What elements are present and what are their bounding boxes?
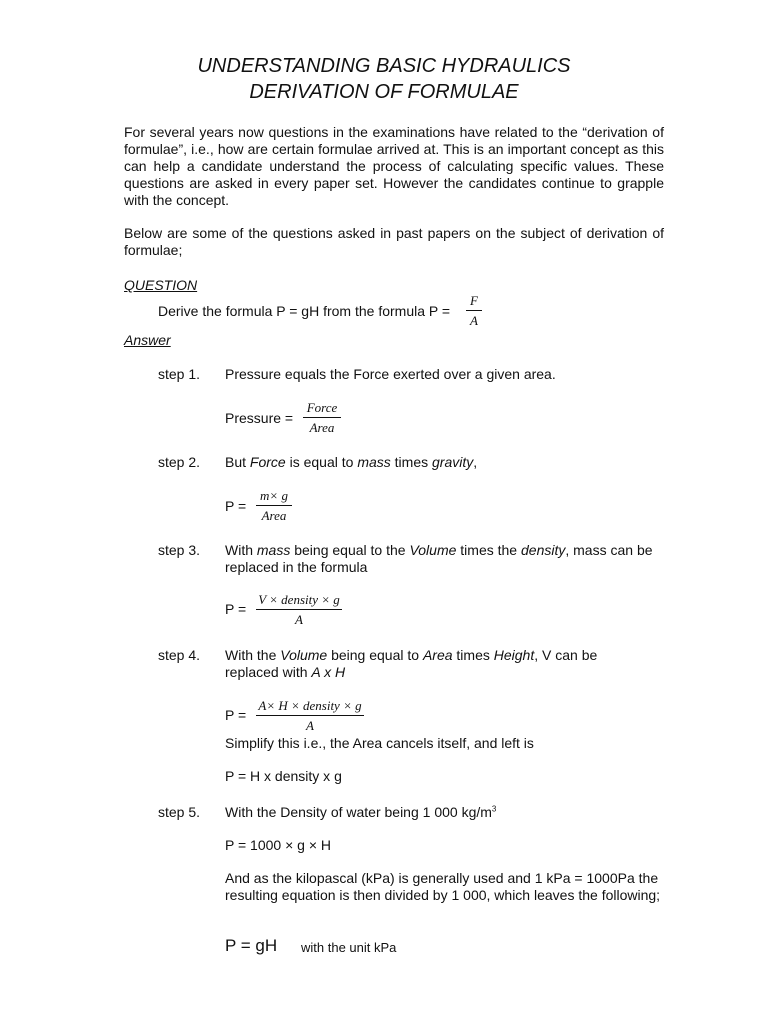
title-line-2: DERIVATION OF FORMULAE xyxy=(249,81,519,103)
step-4-fraction xyxy=(256,698,364,734)
step-5-text xyxy=(225,804,496,820)
text-run: times the xyxy=(456,542,521,558)
fraction-denominator: Area xyxy=(309,420,335,435)
fraction-bar xyxy=(256,715,364,716)
text-run: being equal to the xyxy=(290,542,410,558)
text-run: With the Density of water being 1 000 kg/m xyxy=(225,804,492,820)
text-run-italic: Area xyxy=(422,647,453,663)
text-run: With xyxy=(225,542,257,558)
step-4-result: P = H x density x g xyxy=(225,768,342,784)
fraction-bar xyxy=(466,310,482,311)
fraction-numerator: m× g xyxy=(260,488,288,503)
text-run: , mass can be xyxy=(565,542,653,558)
step-1-label: step 1. xyxy=(158,366,201,382)
step-5-final-equation: P = gH xyxy=(225,936,278,955)
text-run-italic: mass xyxy=(256,542,291,558)
fraction-denominator: A xyxy=(295,612,303,627)
step-3-label: step 3. xyxy=(158,542,201,558)
fraction-denominator: A xyxy=(470,313,478,328)
text-run: being equal to xyxy=(327,647,423,663)
answer-label: Answer xyxy=(124,332,171,348)
text-run-italic: A x H xyxy=(311,664,346,680)
step-2-equation-lhs: P = xyxy=(225,498,247,514)
step-2-label: step 2. xyxy=(158,454,201,470)
text-run-italic: Force xyxy=(249,454,286,470)
text-run: replaced with xyxy=(225,664,312,680)
text-run-italic: mass xyxy=(357,454,391,470)
text-run-italic: Height xyxy=(493,647,535,663)
step-4-simplify-text: Simplify this i.e., the Area cancels itself, and left is xyxy=(225,735,534,751)
question-label: QUESTION xyxy=(124,277,198,293)
text-run-italic: density xyxy=(521,542,566,558)
text-run: is equal to xyxy=(285,454,358,470)
step-5-final-unit: with the unit kPa xyxy=(301,940,397,955)
fraction-denominator: Area xyxy=(261,508,287,523)
question-fraction xyxy=(466,293,482,329)
text-run: times xyxy=(390,454,432,470)
fraction-bar xyxy=(256,505,292,506)
step-4-label: step 4. xyxy=(158,647,201,663)
step-2-text xyxy=(225,454,477,470)
superscript: 3 xyxy=(491,804,497,814)
text-run-italic: Volume xyxy=(280,647,328,663)
step-5-kpa-paragraph: And as the kilopascal (kPa) is generally used and 1 kPa = 1000Pa the resulting equation is then divided by 1 000, which leaves the following; xyxy=(225,870,661,903)
fraction-numerator: A× H × density × g xyxy=(258,698,362,713)
text-run-italic: Volume xyxy=(409,542,457,558)
step-3-text-line-1 xyxy=(225,542,653,558)
step-3-fraction xyxy=(256,592,342,628)
step-4-text-line-2 xyxy=(225,664,345,680)
fraction-bar xyxy=(303,417,341,418)
step-2-fraction xyxy=(256,488,292,524)
text-run-italic: gravity xyxy=(432,454,474,470)
text-run: , V can be xyxy=(534,647,598,663)
step-5-label: step 5. xyxy=(158,804,201,820)
title-line-1: UNDERSTANDING BASIC HYDRAULICS xyxy=(197,55,571,77)
step-3-text-line-2: replaced in the formula xyxy=(225,559,368,575)
text-run: But xyxy=(225,454,250,470)
step-5-equation: P = 1000 × g × H xyxy=(225,837,331,853)
step-1-equation-lhs: Pressure = xyxy=(225,410,294,426)
fraction-numerator: F xyxy=(470,293,478,308)
fraction-numerator: Force xyxy=(306,400,338,415)
step-1-text: Pressure equals the Force exerted over a given area. xyxy=(225,366,556,382)
text-run: , xyxy=(473,454,478,470)
step-4-text-line-1 xyxy=(225,647,597,663)
fraction-numerator: V × density × g xyxy=(258,592,340,607)
intro-paragraph-2: Below are some of the questions asked in past papers on the subject of derivation of formulae; xyxy=(124,225,664,258)
fraction-bar xyxy=(256,609,342,610)
step-4-equation-lhs: P = xyxy=(225,707,247,723)
intro-paragraph-1: For several years now questions in the examinations have related to the “derivation of formulae”, i.e., how are certain formulae arrived at. This is an important concept as this can help a candidate understand the process of calculating specific values. These questions are asked in every paper set. However the candidates continue to grapple with the concept. xyxy=(124,124,664,208)
question-text: Derive the formula P = gH from the formula P = xyxy=(158,303,451,319)
step-3-equation-lhs: P = xyxy=(225,601,247,617)
fraction-denominator: A xyxy=(306,718,314,733)
text-run: With the xyxy=(225,647,281,663)
step-1-fraction xyxy=(303,400,341,436)
text-run: times xyxy=(452,647,494,663)
